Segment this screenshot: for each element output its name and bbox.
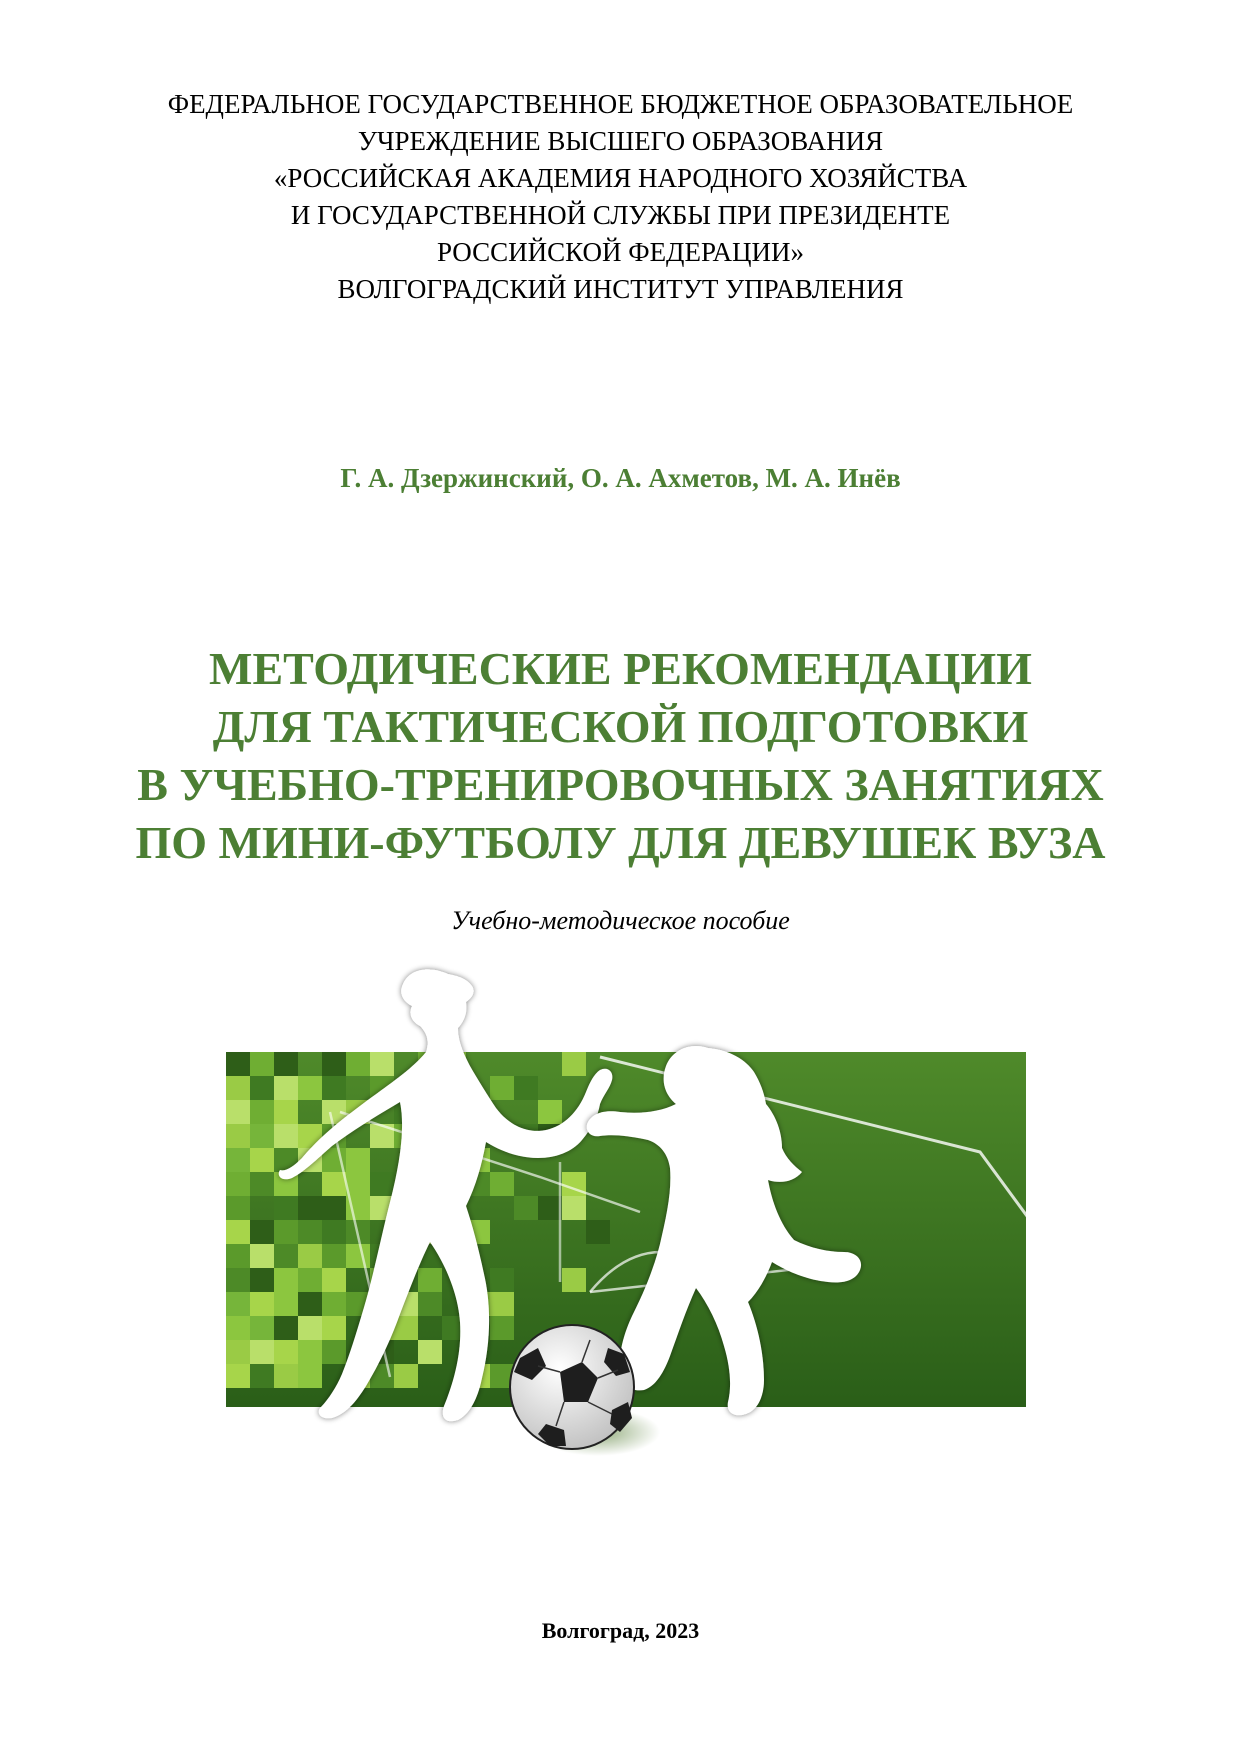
mosaic-tile — [226, 1172, 250, 1196]
title-line: ПО МИНИ-ФУТБОЛУ ДЛЯ ДЕВУШЕК ВУЗА — [135, 817, 1106, 868]
document-subtitle: Учебно-методическое пособие — [451, 906, 790, 935]
mosaic-tile — [538, 1100, 562, 1124]
mosaic-tile — [274, 1196, 298, 1220]
mosaic-tile — [322, 1220, 346, 1244]
mosaic-tile — [226, 1052, 250, 1076]
mosaic-tile — [490, 1292, 514, 1316]
mosaic-tile — [562, 1196, 586, 1220]
mosaic-tile — [226, 1316, 250, 1340]
mosaic-tile — [346, 1244, 370, 1268]
mosaic-tile — [322, 1052, 346, 1076]
institution-line: «РОССИЙСКАЯ АКАДЕМИЯ НАРОДНОГО ХОЗЯЙСТВА — [273, 163, 968, 193]
mosaic-tile — [514, 1076, 538, 1100]
mosaic-tile — [298, 1220, 322, 1244]
mosaic-tile — [226, 1124, 250, 1148]
mosaic-tile — [250, 1172, 274, 1196]
document-title — [0, 640, 1241, 872]
mosaic-tile — [298, 1292, 322, 1316]
title-line: В УЧЕБНО-ТРЕНИРОВОЧНЫХ ЗАНЯТИЯХ — [137, 759, 1104, 810]
institution-line: ФЕДЕРАЛЬНОЕ ГОСУДАРСТВЕННОЕ БЮДЖЕТНОЕ ОБРАЗОВАТЕЛЬНОЕ — [167, 89, 1074, 119]
mosaic-tile — [322, 1076, 346, 1100]
mosaic-tile — [274, 1340, 298, 1364]
mosaic-tile — [226, 1220, 250, 1244]
mosaic-tile — [370, 1052, 394, 1076]
institution-line: РОССИЙСКОЙ ФЕДЕРАЦИИ» — [436, 237, 805, 267]
mosaic-tile — [274, 1220, 298, 1244]
mosaic-tile — [250, 1316, 274, 1340]
mosaic-tile — [226, 1148, 250, 1172]
mosaic-tile — [346, 1052, 370, 1076]
mosaic-tile — [274, 1124, 298, 1148]
institution-header — [0, 86, 1241, 308]
mosaic-tile — [418, 1340, 442, 1364]
mosaic-tile — [298, 1268, 322, 1292]
title-line: ДЛЯ ТАКТИЧЕСКОЙ ПОДГОТОВКИ — [212, 701, 1029, 752]
mosaic-tile — [250, 1292, 274, 1316]
mosaic-tile — [250, 1244, 274, 1268]
mosaic-tile — [274, 1364, 298, 1388]
mosaic-tile — [250, 1340, 274, 1364]
mosaic-tile — [226, 1268, 250, 1292]
mosaic-tile — [490, 1172, 514, 1196]
mosaic-tile — [322, 1196, 346, 1220]
mosaic-tile — [562, 1268, 586, 1292]
mosaic-tile — [250, 1124, 274, 1148]
mosaic-tile — [346, 1172, 370, 1196]
mosaic-tile — [346, 1148, 370, 1172]
mosaic-tile — [538, 1196, 562, 1220]
mosaic-tile — [250, 1148, 274, 1172]
mosaic-tile — [298, 1340, 322, 1364]
mosaic-tile — [322, 1292, 346, 1316]
mosaic-tile — [274, 1244, 298, 1268]
mosaic-tile — [586, 1220, 610, 1244]
mosaic-tile — [418, 1292, 442, 1316]
title-line: МЕТОДИЧЕСКИЕ РЕКОМЕНДАЦИИ — [209, 643, 1032, 694]
mosaic-tile — [490, 1076, 514, 1100]
mosaic-tile — [298, 1364, 322, 1388]
mosaic-tile — [250, 1052, 274, 1076]
mosaic-tile — [274, 1292, 298, 1316]
mosaic-tile — [274, 1268, 298, 1292]
publication-place-year: Волгоград, 2023 — [541, 1618, 700, 1643]
mosaic-tile — [250, 1220, 274, 1244]
mosaic-tile — [274, 1316, 298, 1340]
mosaic-tile — [274, 1076, 298, 1100]
mosaic-tile — [322, 1316, 346, 1340]
mosaic-tile — [394, 1364, 418, 1388]
mosaic-tile — [226, 1340, 250, 1364]
mosaic-tile — [490, 1268, 514, 1292]
mosaic-tile — [322, 1268, 346, 1292]
mosaic-tile — [322, 1340, 346, 1364]
mosaic-tile — [562, 1052, 586, 1076]
mosaic-tile — [226, 1100, 250, 1124]
mosaic-tile — [274, 1052, 298, 1076]
mosaic-tile — [250, 1100, 274, 1124]
football-ball-icon — [510, 1325, 634, 1449]
institution-line: И ГОСУДАРСТВЕННОЙ СЛУЖБЫ ПРИ ПРЕЗИДЕНТЕ — [290, 200, 951, 230]
mosaic-tile — [322, 1172, 346, 1196]
cover-illustration — [220, 962, 1060, 1492]
mosaic-tile — [226, 1196, 250, 1220]
authors: Г. А. Дзержинский, О. А. Ахметов, М. А. Инёв — [340, 463, 901, 493]
mosaic-tile — [250, 1364, 274, 1388]
mosaic-tile — [322, 1244, 346, 1268]
mosaic-tile — [226, 1076, 250, 1100]
mosaic-tile — [370, 1172, 394, 1196]
mosaic-tile — [298, 1076, 322, 1100]
institution-line: ВОЛГОГРАДСКИЙ ИНСТИТУТ УПРАВЛЕНИЯ — [337, 274, 904, 304]
mosaic-tile — [490, 1316, 514, 1340]
mosaic-tile — [250, 1268, 274, 1292]
mosaic-tile — [298, 1244, 322, 1268]
mosaic-tile — [298, 1196, 322, 1220]
mosaic-tile — [274, 1100, 298, 1124]
mosaic-tile — [226, 1292, 250, 1316]
mosaic-tile — [226, 1364, 250, 1388]
mosaic-tile — [250, 1076, 274, 1100]
mosaic-tile — [514, 1196, 538, 1220]
mosaic-tile — [418, 1268, 442, 1292]
mosaic-tile — [226, 1244, 250, 1268]
mosaic-tile — [298, 1316, 322, 1340]
institution-line: УЧРЕЖДЕНИЕ ВЫСШЕГО ОБРАЗОВАНИЯ — [357, 126, 884, 156]
